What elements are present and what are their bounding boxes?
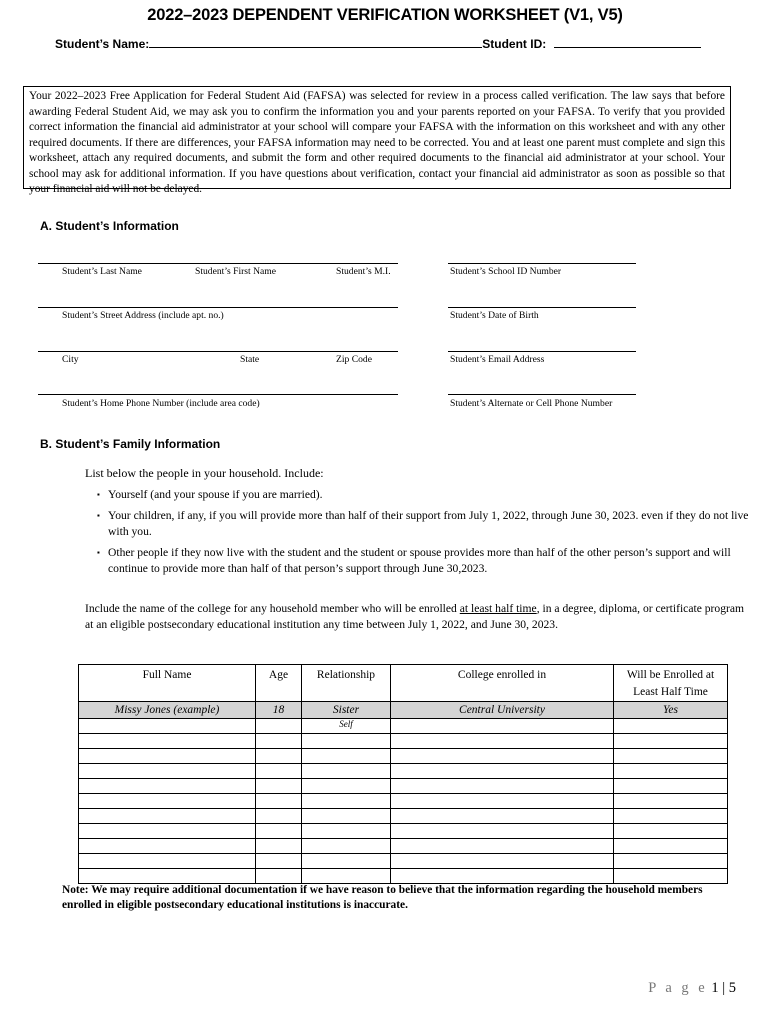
table-cell[interactable] <box>302 854 391 869</box>
header-age: Age <box>256 665 302 702</box>
table-cell[interactable] <box>256 824 302 839</box>
table-cell[interactable] <box>79 764 256 779</box>
table-cell[interactable] <box>256 734 302 749</box>
bullet-item <box>97 487 757 503</box>
table-cell[interactable] <box>614 749 728 764</box>
table-cell[interactable] <box>79 794 256 809</box>
school-id-label: Student’s School ID Number <box>450 266 562 277</box>
bullet-item <box>97 545 757 577</box>
table-cell[interactable] <box>256 749 302 764</box>
student-id-label: Student ID: <box>482 37 547 51</box>
table-cell[interactable] <box>302 749 391 764</box>
table-cell[interactable] <box>302 764 391 779</box>
last-first-mi-line[interactable] <box>38 263 398 264</box>
table-cell[interactable] <box>256 764 302 779</box>
family-intro: List below the people in your household. Include: <box>85 466 324 480</box>
table-cell[interactable] <box>391 719 614 734</box>
table-row <box>79 779 728 794</box>
table-cell[interactable] <box>391 809 614 824</box>
zip-label: Zip Code <box>336 354 372 365</box>
self-relationship[interactable]: Self <box>302 719 391 734</box>
last-name-label: Student’s Last Name <box>62 266 142 277</box>
home-phone-label: Student’s Home Phone Number (include area code) <box>62 398 260 409</box>
table-cell[interactable] <box>256 869 302 884</box>
street-address-line[interactable] <box>38 307 398 308</box>
table-cell[interactable] <box>391 869 614 884</box>
home-phone-line[interactable] <box>38 394 398 395</box>
example-half-time: Yes <box>614 702 728 719</box>
table-cell[interactable] <box>614 809 728 824</box>
table-header-row <box>79 665 728 702</box>
table-cell[interactable] <box>614 869 728 884</box>
table-cell[interactable] <box>79 824 256 839</box>
table-cell[interactable] <box>614 719 728 734</box>
table-row <box>79 809 728 824</box>
bullet-text: Yourself (and your spouse if you are married). <box>108 488 323 501</box>
header-half-time: Will be Enrolled at Least Half Time <box>614 665 728 702</box>
table-cell[interactable] <box>391 764 614 779</box>
table-cell[interactable] <box>79 719 256 734</box>
table-cell[interactable] <box>256 839 302 854</box>
bullet-icon: ▪ <box>97 490 100 499</box>
table-row <box>79 869 728 884</box>
table-row <box>79 734 728 749</box>
bullet-icon: ▪ <box>97 548 100 557</box>
table-cell[interactable] <box>614 734 728 749</box>
section-a-heading: A. Student’s Information <box>40 219 179 233</box>
table-row <box>79 749 728 764</box>
bullet-item <box>97 508 757 540</box>
example-age: 18 <box>256 702 302 719</box>
table-cell[interactable] <box>614 854 728 869</box>
table-row <box>79 764 728 779</box>
table-cell[interactable] <box>302 734 391 749</box>
table-cell[interactable] <box>302 824 391 839</box>
alt-phone-label: Student’s Alternate or Cell Phone Number <box>450 398 613 409</box>
table-cell[interactable] <box>256 854 302 869</box>
table-cell[interactable] <box>79 749 256 764</box>
table-cell[interactable] <box>302 794 391 809</box>
mi-label: Student’s M.I. <box>336 266 391 277</box>
table-cell[interactable] <box>391 794 614 809</box>
table-cell[interactable] <box>302 839 391 854</box>
page-number-value: 1 | 5 <box>711 980 736 996</box>
self-row <box>79 719 728 734</box>
table-cell[interactable] <box>391 854 614 869</box>
table-cell[interactable] <box>302 869 391 884</box>
example-college: Central University <box>391 702 614 719</box>
college-note-underlined: at least half time <box>459 602 537 615</box>
table-cell[interactable] <box>256 794 302 809</box>
dob-label: Student’s Date of Birth <box>450 310 539 321</box>
student-name-label: Student’s Name: <box>55 37 150 51</box>
example-full-name: Missy Jones (example) <box>79 702 256 719</box>
table-cell[interactable] <box>256 719 302 734</box>
college-note-part-a: Include the name of the college for any household member who will be enrolled <box>85 602 460 615</box>
header-full-name: Full Name <box>79 665 256 702</box>
example-relationship: Sister <box>302 702 391 719</box>
table-cell[interactable] <box>256 809 302 824</box>
page-label: P a g e <box>648 980 708 996</box>
dob-line[interactable] <box>448 307 636 308</box>
table-cell[interactable] <box>302 809 391 824</box>
table-cell[interactable] <box>614 779 728 794</box>
table-row <box>79 824 728 839</box>
table-cell[interactable] <box>391 779 614 794</box>
city-state-zip-line[interactable] <box>38 351 398 352</box>
table-row <box>79 854 728 869</box>
street-address-label: Student’s Street Address (include apt. no.) <box>62 310 224 321</box>
example-row <box>79 702 728 719</box>
page-title: 2022–2023 DEPENDENT VERIFICATION WORKSHEET (V1, V5) <box>147 6 623 24</box>
table-row <box>79 839 728 854</box>
alt-phone-line[interactable] <box>448 394 636 395</box>
table-cell[interactable] <box>302 779 391 794</box>
table-row <box>79 794 728 809</box>
bullet-text: Your children, if any, if you will provide more than half of their support from July 1, 2022, through June 30, 2023. even if they do not live with you. <box>108 509 749 538</box>
table-cell[interactable] <box>614 764 728 779</box>
header-college: College enrolled in <box>391 665 614 702</box>
email-line[interactable] <box>448 351 636 352</box>
table-cell[interactable] <box>79 809 256 824</box>
documentation-note: Note: We may require additional documentation if we have reason to believe that the information regarding the household members enrolled in eligible postsecondary educational institutions is inaccurate. <box>62 884 703 911</box>
table-cell[interactable] <box>391 749 614 764</box>
table-cell[interactable] <box>614 794 728 809</box>
student-name-id-row <box>55 35 701 51</box>
table-cell[interactable] <box>256 779 302 794</box>
bullet-text: Other people if they now live with the student and the student or spouse provides more than half of the other person’s support and will continue to provide more than half of that person’s support through June 30,2023. <box>108 546 731 575</box>
table-cell[interactable] <box>79 854 256 869</box>
household-table <box>78 664 728 884</box>
student-id-field[interactable] <box>554 35 701 48</box>
college-note <box>85 601 745 633</box>
table-cell[interactable] <box>614 824 728 839</box>
table-cell[interactable] <box>79 869 256 884</box>
email-label: Student’s Email Address <box>450 354 545 365</box>
table-cell[interactable] <box>614 839 728 854</box>
bullet-icon: ▪ <box>97 511 100 520</box>
table-cell[interactable] <box>391 734 614 749</box>
table-cell[interactable] <box>391 824 614 839</box>
table-cell[interactable] <box>79 734 256 749</box>
intro-text-box: Your 2022–2023 Free Application for Federal Student Aid (FAFSA) was selected for review in a process called verification. The law says that before awarding Federal Student Aid, we may ask you to confirm the information you and your parents reported on your FAFSA. To verify that you provided correct information the financial aid administrator at your school will compare your FAFSA with the information on this worksheet and with any other required documents. If there are differences, your FAFSA information may need to be corrected. You and at least one parent must complete and sign this worksheet, attach any required documents, and submit the form and other required documents to the financial aid administrator at your school. Your school may ask for additional information. If you have questions about verification, contact your financial aid administrator as soon as possible so that your financial aid will not be delayed. <box>23 86 731 189</box>
header-relationship: Relationship <box>302 665 391 702</box>
student-name-field[interactable] <box>149 35 482 48</box>
college-note-part-b: , in a degree, diploma, or certificate program at an eligible postsecondary educational institution any time between July 1, 2022, and June 30, 2023. <box>85 602 745 631</box>
table-cell[interactable] <box>391 839 614 854</box>
first-name-label: Student’s First Name <box>195 266 277 277</box>
city-label: City <box>62 354 79 365</box>
state-label: State <box>240 354 260 365</box>
section-b-heading: B. Student’s Family Information <box>40 437 221 451</box>
table-cell[interactable] <box>79 779 256 794</box>
school-id-line[interactable] <box>448 263 636 264</box>
page-number <box>648 980 736 997</box>
table-cell[interactable] <box>79 839 256 854</box>
